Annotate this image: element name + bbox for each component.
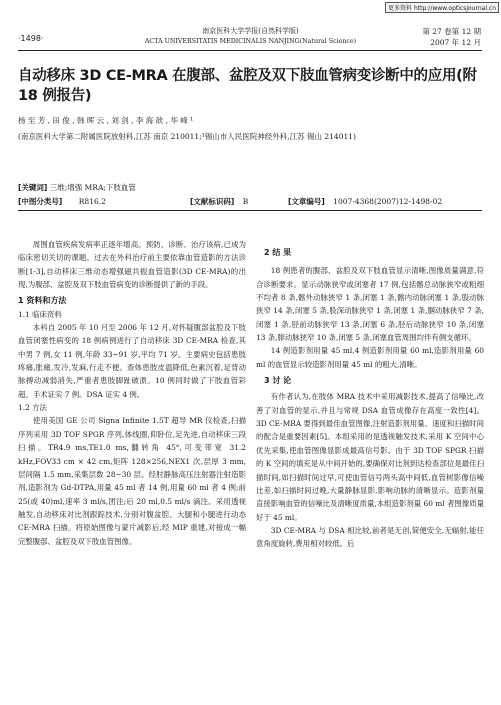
keywords-label: [关键词] (18, 183, 48, 192)
subsection-1-2-heading: 1.2 方法 (18, 403, 47, 413)
header-rule (18, 50, 482, 51)
article-title-line-1: 自动移床 3D CE-MRA 在腹部、盆腔及双下肢血管病变诊断中的应用(附 (18, 68, 477, 84)
volume-issue: 第 27 卷第 12 期 (422, 27, 481, 36)
keywords: 三维;增强 MRA;下肢血管 (49, 183, 136, 192)
document-code-label: [文献标识码] (190, 197, 235, 206)
article-title-line-2: 18 例报告) (18, 88, 92, 104)
author-list: 杨 至 芳 , 田 俊 , 韩 晖 云 , 刘 剑 , 李 海 歆 , 华 峰 ¹ (18, 116, 194, 125)
clc-number: R816.2 (78, 197, 106, 206)
author-affiliation: (南京医科大学第二附属医院放射科,江苏 南京 210011;¹锡山市人民医院神经外科,江苏 锡山 214011) (18, 132, 356, 141)
clc-row (18, 196, 106, 208)
page-number: ·1498· (18, 34, 44, 43)
results-paragraph-2: 14 例造影剂用量 45 ml,4 例造影剂用量 60 ml,造影剂用量 60 ml 的血管显示较造影剂用量 45 ml 的粗大,清晰。 (256, 346, 484, 369)
method-paragraph: 使用美国 GE 公司 Signa Infinite 1.5T 超导 MR 仪检查,扫描序列采用 3D TOF SPGR 序列,体线圈,仰卧位,足先进,自动移床三段扫描。TR4.9 ms,TE1.0 ms,翻转角 45°,可变带宽 31.2 kHz,FOV33 cm × 42 cm,矩阵 128×256,NEX1 次,层厚 3 mm,层间隔 1.5 mm,采集层数 28~30 层。经肘静脉高压注射器注射造影剂,造影剂为 Gd-DTPA,用量 45 ml 者 14 例,用量 60 ml 者 4 例;前 25(或 40)ml,速率 3 ml/s,团注;后 20 ml,0.5 ml/s 滴注。采用透视触发,自动移床对比剂跟踪技术,分别对腹盆腔、大腿和小腿进行动态 CE-MRA 扫描。将原始图像与蒙片减影后,经 MIP 重建,对接成一幅完整腹部、盆腔及双下肢血管图像。 (18, 416, 246, 546)
document-code-row (190, 196, 248, 208)
source-stamp: 更多资料 http://www.opticsjournal.cn (385, 2, 499, 13)
clinical-data-paragraph: 本科自 2005 年 10 月至 2006 年 12 月,对怀疑腹部盆腔及下肢血管闭塞性病变的 18 例病例进行了自动移床 3D CE-MRA 检查,其中男 7 例,女 11 例,年龄 33~91 岁,平均 71 岁。主要病史包括患肢疼痛,胀痛,发冷,发麻,行走不便。查体患肢皮温降低,色素沉着,足背动脉搏动减弱消失,严重者患肢脚趾破溃。10 例同时做了下肢血管彩超。手术证实 7 例。DSA 证实 4 例。 (18, 323, 246, 399)
keywords-row (18, 182, 136, 194)
document-code: B (242, 197, 249, 206)
section-2-heading: 2 结 果 (264, 248, 292, 257)
section-1-heading: 1 资料和方法 (18, 296, 67, 306)
journal-name-cn: 南京医科大学学报(自然科学版) (202, 27, 299, 35)
publication-date: 2007 年 12 月 (430, 38, 481, 47)
subsection-1-1-heading: 1.1 临床资料 (18, 309, 62, 319)
discussion-paragraph-1: 有作者认为,在肢体 MRA 技术中采用减影技术,提高了信噪比,改善了对血管的显示,并且与常规 DSA 血管成像存在高度一致性[4]。3D CE-MRA 要得到最佳血管图像,注射造影剂用量、速度和扫描时间的配合是重要因素[5]。本组采用的是透视触发技术,采用 K 空间中心优先采集,使血管图像显影成最高信号影。由于 3D TOF SPGR 扫描的 K 空间的填充是从中间开始的,要确保对比剂到达检查部位是最佳扫描时间,如扫描时间过早,可使血管信号两头高中间低,血管树影像信噪比差,如扫描时间过晚,大量静脉显影,影响动脉的清晰显示。造影剂量直接影响血管的信噪比及清晰度质量,本组造影剂量 60 ml 者图像质量好于 45 ml。 (256, 392, 484, 522)
article-number-row (288, 196, 442, 208)
right-column (256, 246, 484, 551)
keywords-rule (18, 210, 482, 211)
introduction-paragraph: 周围血管疾病发病率正逐年增高。预防、诊断、治疗该病,已成为临床密切关切的课题。过去在外科治疗前主要依靠血管造影的方法诊断[1-3],自动移床三维动态增强磁共振血管造影(3D CE-MRA)的出现,为腹部、盆腔及双下肢血管病变的诊断提供了新的手段。 (18, 240, 246, 290)
clc-label: [中图分类号] (18, 197, 63, 206)
article-number: 1007-4368(2007)12-1498-02 (333, 197, 443, 206)
article-number-label: [文章编号] (288, 197, 325, 206)
results-paragraph-1: 18 例患者的腹部、盆腔及双下肢血管显示清晰,图像质量满意,符合诊断要求。显示动脉狭窄或闭塞者 17 例,包括髂总动脉狭窄或粗细不均者 8 条,髂外动脉狭窄 1 条,闭塞 1 条,髂内动脉闭塞 1 条,股动脉狭窄 14 条,闭塞 5 条,股深动脉狭窄 1 条,闭塞 1 条,腘动脉狭窄 7 条,闭塞 1 条,胫前动脉狭窄 13 条,闭塞 6 条,胫后动脉狭窄 10 条,闭塞 13 条,腓动脉狭窄 10 条,闭塞 5 条,闭塞血管周围均伴有侧支循环。 (256, 266, 484, 343)
section-3-heading: 3 讨 论 (264, 376, 292, 386)
left-column (18, 238, 246, 548)
journal-name-en: ACTA UNIVERSITATIS MEDICINALIS NANJING(Natural Science) (144, 38, 357, 45)
discussion-paragraph-2: 3D CE-MRA 与 DSA 相比较,前者是无创,简便安全,无辐射,能任意角度旋转,费用相对较低。后 (256, 525, 484, 549)
